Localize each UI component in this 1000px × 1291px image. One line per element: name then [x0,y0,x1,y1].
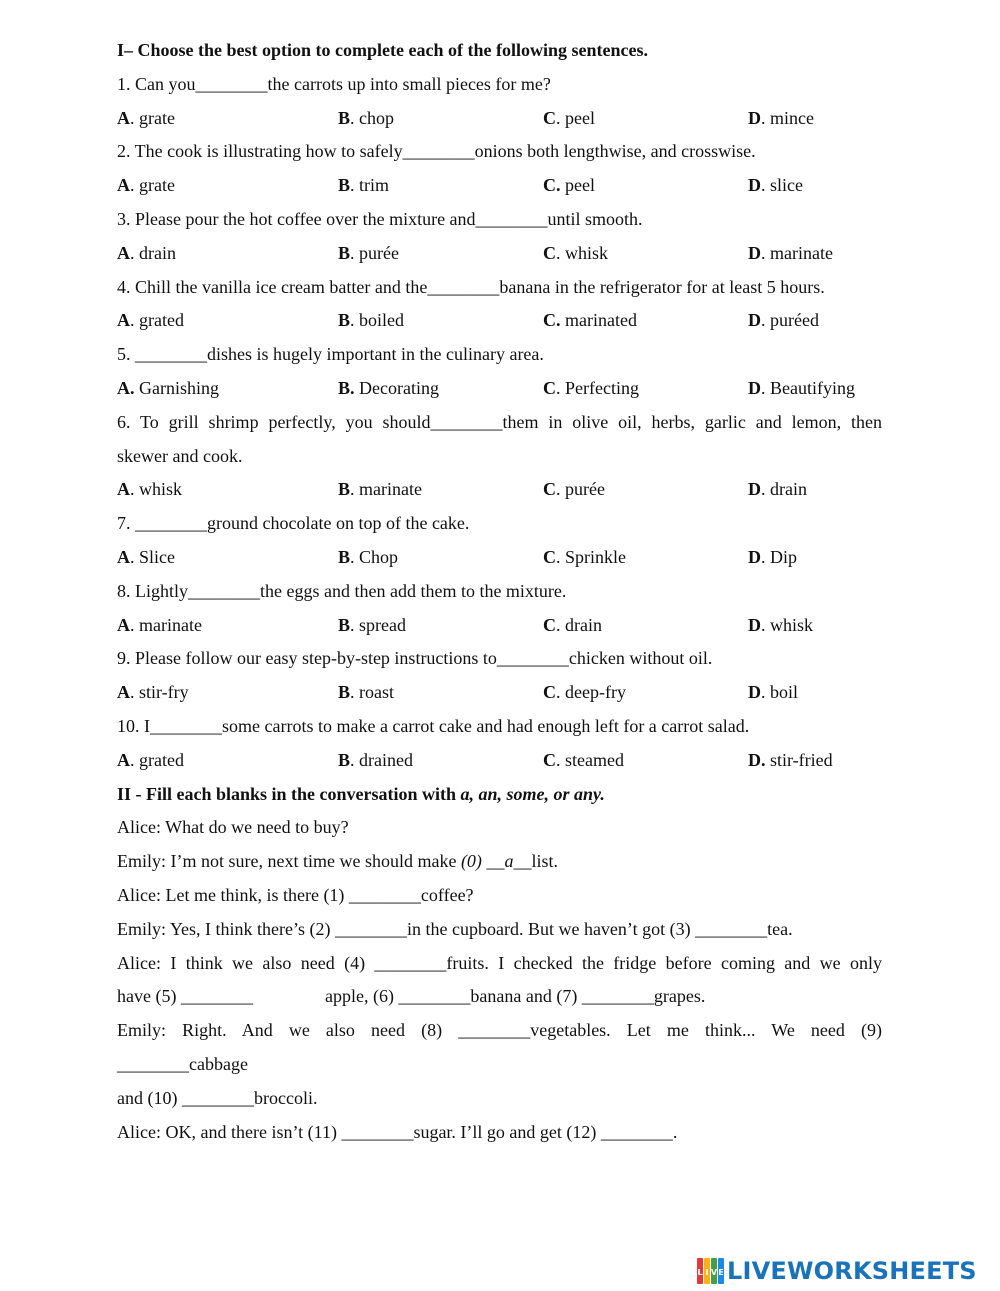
option-b[interactable]: B. spread [338,614,406,635]
option-d[interactable]: D. drain [748,479,807,500]
question-3: 3. Please pour the hot coffee over the mixture and________until smooth. [117,208,643,229]
option-b[interactable]: B. roast [338,682,395,703]
dialogue-line-9: and (10) ________broccoli. [117,1087,318,1108]
question-6-continued: skewer and cook. [117,445,243,466]
option-d[interactable]: D. whisk [748,614,814,635]
option-c[interactable]: C. drain [543,614,602,635]
option-d[interactable]: D. slice [748,175,803,196]
option-b[interactable]: B. chop [338,107,395,128]
option-a[interactable]: A. grated [117,749,184,770]
dialogue-line-2: Emily: I’m not sure, next time we should make (0) __a__list. [117,851,558,872]
question-10: 10. I________some carrots to make a carrot cake and had enough left for a carrot salad. [117,715,750,736]
dialogue-line-4: Emily: Yes, I think there’s (2) ________in the cupboard. But we haven’t got (3) ________tea. [117,918,793,939]
question-2: 2. The cook is illustrating how to safely________onions both lengthwise, and crosswise. [117,141,756,162]
option-b[interactable]: B. purée [338,242,399,263]
option-c[interactable]: C. peel [543,107,595,128]
dialogue-line-3: Alice: Let me think, is there (1) ________coffee? [117,884,474,905]
option-b[interactable]: B. Decorating [338,377,439,398]
question-7-options [117,541,882,575]
option-b[interactable]: B. Chop [338,546,399,567]
option-c[interactable]: C. steamed [543,749,624,770]
option-c[interactable]: C. deep-fry [543,682,626,703]
option-a[interactable]: A. grated [117,310,184,331]
question-8: 8. Lightly________the eggs and then add them to the mixture. [117,580,567,601]
option-c[interactable]: C. Sprinkle [543,546,626,567]
svg-text:V: V [710,1268,718,1277]
option-a[interactable]: A. drain [117,242,176,263]
question-1-options [117,102,882,136]
option-d[interactable]: D. boil [748,682,799,703]
dialogue-line-10: Alice: OK, and there isn’t (11) ________sugar. I’ll go and get (12) ________. [117,1121,678,1142]
option-d[interactable]: D. mince [748,107,814,128]
option-d[interactable]: D. stir-fried [748,749,833,770]
option-d[interactable]: D. Dip [748,546,797,567]
section-2-heading: II - Fill each blanks in the conversation with a, an, some, or any. [117,783,605,804]
liveworksheets-logo [697,1256,977,1286]
example-answer: a [504,851,514,872]
option-d[interactable]: D. marinate [748,242,833,263]
dialogue-line-6: have (5) ________ apple, (6) ________banana and (7) ________grapes. [117,986,706,1007]
option-a[interactable]: A. grate [117,175,175,196]
option-d[interactable]: D. Beautifying [748,377,855,398]
question-2-options [117,169,882,203]
svg-text:I: I [705,1268,709,1277]
dialogue-line-7: Emily: Right. And we also need (8) ________vegetables. Let me think... We need (9) [117,1020,882,1041]
question-1: 1. Can you________the carrots up into small pieces for me? [117,73,551,94]
option-a[interactable]: A. stir-fry [117,682,189,703]
dialogue-line-8: ________cabbage [117,1053,248,1074]
option-a[interactable]: A. Slice [117,546,175,567]
option-b[interactable]: B. drained [338,749,413,770]
question-4: 4. Chill the vanilla ice cream batter and the________banana in the refrigerator for at least 5 hours. [117,276,825,297]
svg-text:L: L [697,1268,703,1277]
question-6-options [117,473,882,507]
question-7: 7. ________ground chocolate on top of the cake. [117,513,470,534]
option-c[interactable]: C. marinated [543,310,637,331]
question-9: 9. Please follow our easy step-by-step instructions to________chicken without oil. [117,648,713,669]
question-5: 5. ________dishes is hugely important in the culinary area. [117,344,544,365]
dialogue-line-5: Alice: I think we also need (4) ________fruits. I checked the fridge before coming and we only [117,952,882,973]
option-b[interactable]: B. marinate [338,479,422,500]
option-b[interactable]: B. trim [338,175,390,196]
option-a[interactable]: A. marinate [117,614,202,635]
option-a[interactable]: A. whisk [117,479,183,500]
question-9-options [117,676,882,710]
question-3-options [117,237,882,271]
option-c[interactable]: C. whisk [543,242,609,263]
liveworksheets-mark-icon [697,1258,725,1284]
option-c[interactable]: C. purée [543,479,605,500]
question-6: 6. To grill shrimp perfectly, you should________them in olive oil, herbs, garlic and lemon, then [117,411,882,432]
svg-text:E: E [718,1268,724,1277]
worksheet [117,34,882,1149]
option-d[interactable]: D. puréed [748,310,819,331]
liveworksheets-wordmark: LIVEWORKSHEETS [727,1257,977,1285]
question-8-options [117,609,882,643]
option-b[interactable]: B. boiled [338,310,405,331]
question-10-options [117,744,882,778]
option-a[interactable]: A. Garnishing [117,377,219,398]
section-1-heading: I– Choose the best option to complete each of the following sentences. [117,40,648,60]
option-c[interactable]: C. Perfecting [543,377,639,398]
question-4-options [117,304,882,338]
dialogue-line-1: Alice: What do we need to buy? [117,817,349,838]
option-c[interactable]: C. peel [543,175,595,196]
option-a[interactable]: A. grate [117,107,175,128]
question-5-options [117,372,882,406]
